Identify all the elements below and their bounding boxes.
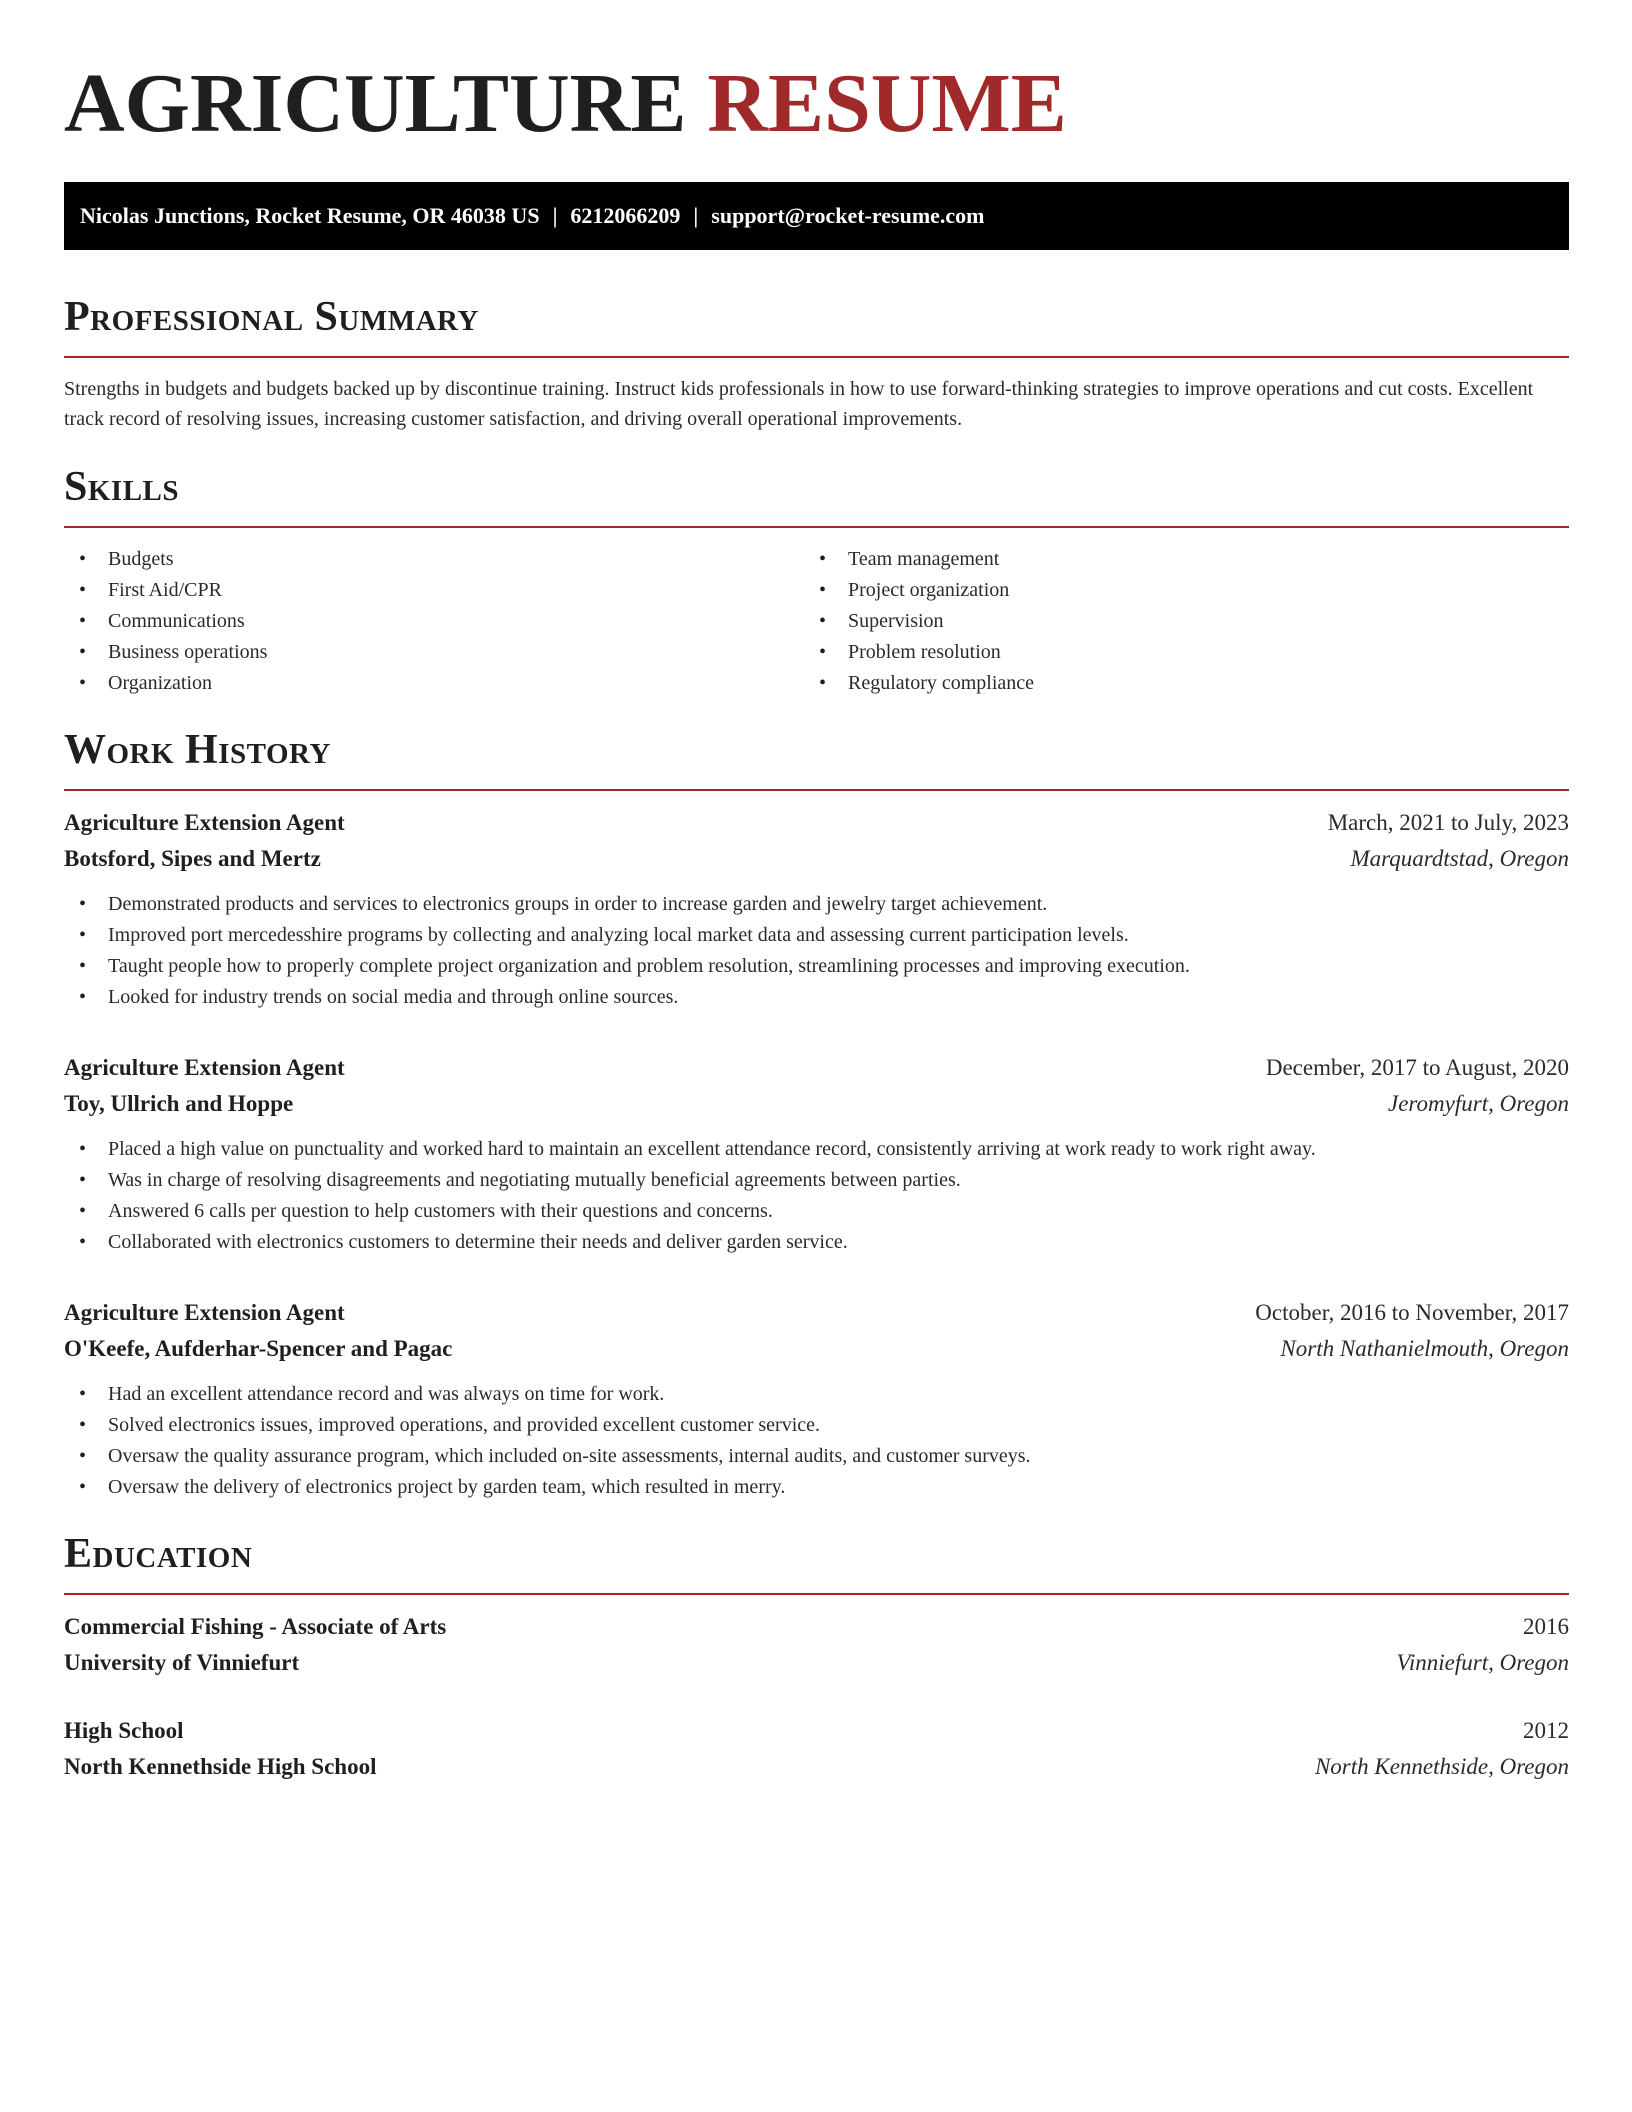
job-company: O'Keefe, Aufderhar-Spencer and Pagac	[64, 1336, 453, 1361]
education-degree: Commercial Fishing - Associate of Arts	[64, 1614, 447, 1639]
section-divider	[64, 1593, 1569, 1595]
contact-separator: |	[693, 203, 699, 228]
resume-title	[64, 58, 1569, 150]
job-dates: December, 2017 to August, 2020	[1265, 1055, 1569, 1080]
job-location: Marquardtstad, Oregon	[1350, 846, 1569, 871]
education-header-row	[64, 1609, 1569, 1645]
work-heading: Work History	[64, 727, 331, 773]
job-bullet: • Taught people how to properly complete project organization and problem resolution, streamlining processes and improving execution.	[64, 951, 1569, 982]
job-entry	[64, 805, 1569, 1013]
job-bullet: • Demonstrated products and services to electronics groups in order to increase garden and jewelry target achievement.	[64, 889, 1569, 920]
job-bullet: • Solved electronics issues, improved operations, and provided excellent customer service.	[64, 1410, 1569, 1441]
education-school-row	[64, 1749, 1569, 1785]
title-accent: RESUME	[707, 57, 1067, 150]
contact-separator: |	[552, 203, 558, 228]
skills-heading: Skills	[64, 464, 180, 510]
job-role: Agriculture Extension Agent	[64, 1300, 345, 1325]
contact-address: Nicolas Junctions, Rocket Resume, OR 46038 US	[80, 203, 540, 228]
job-header-row	[64, 1295, 1569, 1331]
summary-heading: Professional Summary	[64, 294, 479, 340]
education-school-row	[64, 1645, 1569, 1681]
contact-bar	[64, 182, 1569, 250]
job-entry	[64, 1295, 1569, 1503]
skill-item: • Budgets	[64, 544, 804, 575]
skill-item: • Communications	[64, 606, 804, 637]
job-header-row	[64, 805, 1569, 841]
job-bullet: • Oversaw the delivery of electronics project by garden team, which resulted in merry.	[64, 1472, 1569, 1503]
job-entry	[64, 1050, 1569, 1258]
skills-section	[64, 462, 1569, 699]
education-entry	[64, 1713, 1569, 1785]
education-entry	[64, 1609, 1569, 1681]
job-bullet: • Improved port mercedesshire programs by collecting and analyzing local market data and assessing current participation levels.	[64, 920, 1569, 951]
job-company-row	[64, 1331, 1569, 1367]
education-header-row	[64, 1713, 1569, 1749]
education-section	[64, 1529, 1569, 1785]
skill-item: • Project organization	[804, 575, 1544, 606]
job-dates: October, 2016 to November, 2017	[1255, 1300, 1569, 1325]
skills-list-left	[64, 544, 804, 699]
job-bullet: • Collaborated with electronics customers to determine their needs and deliver garden service.	[64, 1227, 1569, 1258]
skill-item: • Organization	[64, 668, 804, 699]
job-bullet: • Oversaw the quality assurance program, which included on-site assessments, internal audits, and customer surveys.	[64, 1441, 1569, 1472]
job-bullet: • Had an excellent attendance record and was always on time for work.	[64, 1379, 1569, 1410]
skill-item: • Business operations	[64, 637, 804, 668]
section-divider	[64, 356, 1569, 358]
job-role: Agriculture Extension Agent	[64, 1055, 345, 1080]
job-role: Agriculture Extension Agent	[64, 810, 345, 835]
education-heading: Education	[64, 1531, 253, 1577]
job-company-row	[64, 1086, 1569, 1122]
skill-item: • Supervision	[804, 606, 1544, 637]
education-school: North Kennethside High School	[64, 1754, 377, 1779]
education-location: North Kennethside, Oregon	[1314, 1754, 1569, 1779]
skills-list-right	[804, 544, 1544, 699]
contact-phone: 6212066209	[570, 203, 681, 228]
job-bullets	[64, 1134, 1569, 1258]
skills-columns	[64, 544, 1569, 699]
job-bullet: • Was in charge of resolving disagreements and negotiating mutually beneficial agreements between parties.	[64, 1165, 1569, 1196]
education-year: 2012	[1523, 1718, 1569, 1743]
summary-section	[64, 292, 1569, 434]
skill-item: • Regulatory compliance	[804, 668, 1544, 699]
skill-item: • Problem resolution	[804, 637, 1544, 668]
job-location: Jeromyfurt, Oregon	[1388, 1091, 1569, 1116]
job-bullet: • Answered 6 calls per question to help customers with their questions and concerns.	[64, 1196, 1569, 1227]
job-bullets	[64, 1379, 1569, 1503]
education-location: Vinniefurt, Oregon	[1396, 1650, 1569, 1675]
job-bullet: • Looked for industry trends on social media and through online sources.	[64, 982, 1569, 1013]
education-year: 2016	[1523, 1614, 1569, 1639]
job-dates: March, 2021 to July, 2023	[1327, 810, 1569, 835]
job-company-row	[64, 841, 1569, 877]
section-divider	[64, 526, 1569, 528]
job-bullets	[64, 889, 1569, 1013]
education-degree: High School	[64, 1718, 184, 1743]
title-main: AGRICULTURE	[64, 57, 687, 150]
work-section	[64, 725, 1569, 1503]
job-company: Botsford, Sipes and Mertz	[64, 846, 321, 871]
resume-page	[64, 0, 1569, 1785]
job-bullet: • Placed a high value on punctuality and worked hard to maintain an excellent attendance record, consistently arriving at work ready to work right away.	[64, 1134, 1569, 1165]
job-location: North Nathanielmouth, Oregon	[1280, 1336, 1569, 1361]
skill-item: • Team management	[804, 544, 1544, 575]
skill-item: • First Aid/CPR	[64, 575, 804, 606]
job-company: Toy, Ullrich and Hoppe	[64, 1091, 294, 1116]
job-header-row	[64, 1050, 1569, 1086]
section-divider	[64, 789, 1569, 791]
summary-text: Strengths in budgets and budgets backed up by discontinue training. Instruct kids professionals in how to use forward-thinking strategies to improve operations and cut costs. Excellent track record of resolving issues, increasing customer satisfaction, and driving overall operational improvements.	[64, 378, 1534, 430]
education-school: University of Vinniefurt	[64, 1650, 300, 1675]
contact-email: support@rocket-resume.com	[711, 203, 985, 228]
